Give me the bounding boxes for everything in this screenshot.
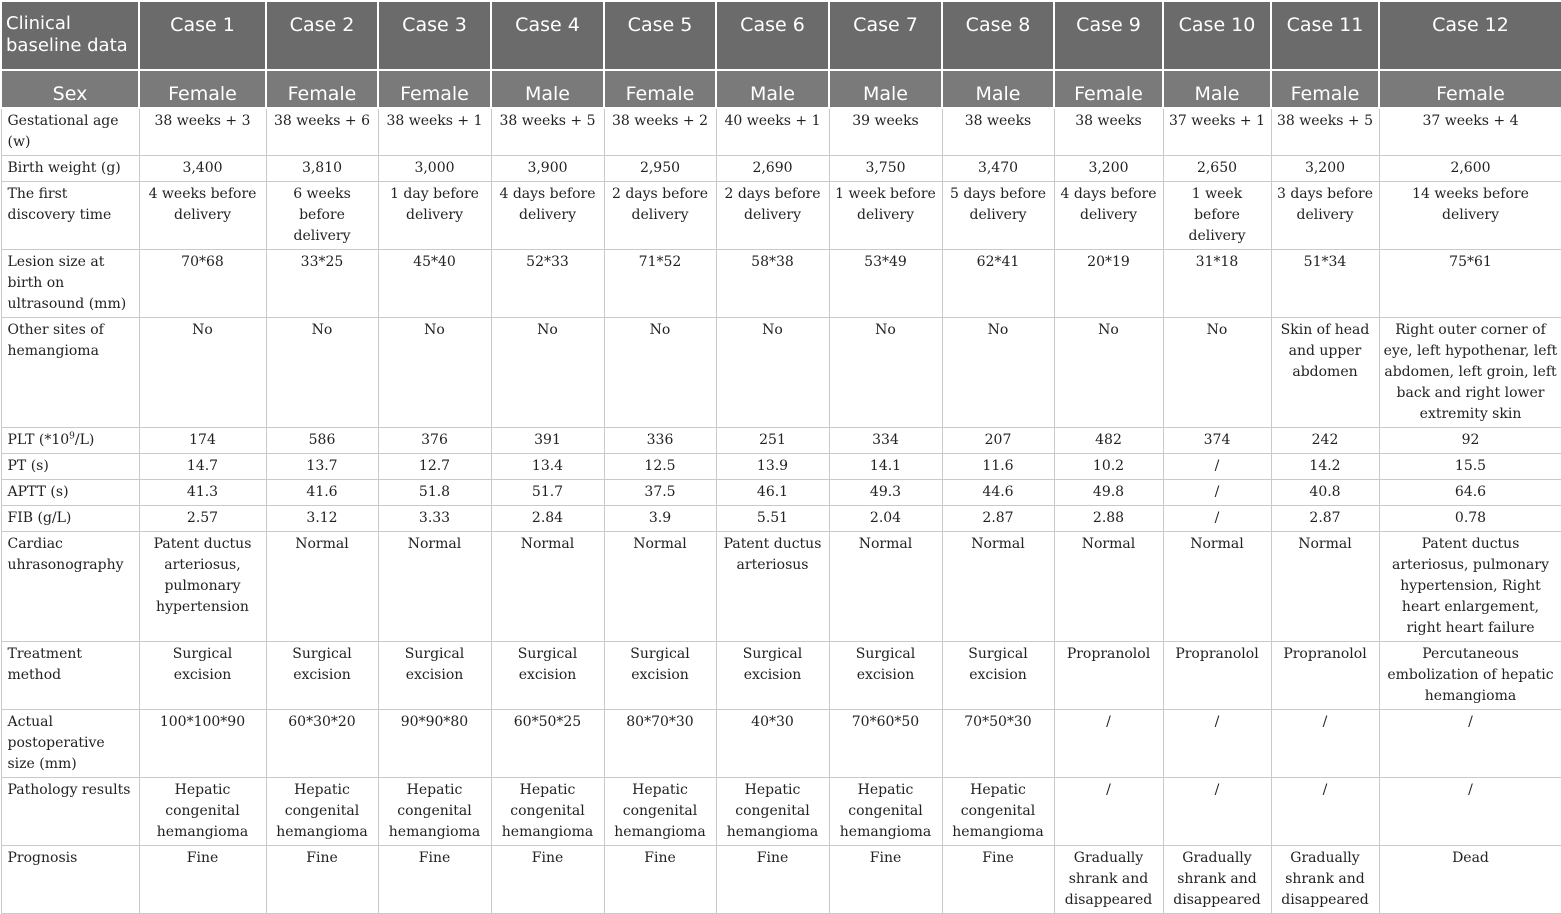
table-cell: No	[716, 318, 829, 428]
table-cell: 60*30*20	[266, 710, 378, 778]
table-cell: 38 weeks + 2	[604, 108, 716, 156]
table-cell: Surgical excision	[378, 642, 491, 710]
table-row	[1, 778, 1561, 846]
table-cell: Fine	[139, 846, 266, 914]
table-cell: 207	[942, 428, 1054, 454]
table-cell: Gradually shrank and disappeared	[1163, 846, 1271, 914]
table-cell: 3,750	[829, 156, 942, 182]
sex-row	[1, 70, 1561, 108]
table-row	[1, 846, 1561, 914]
table-cell: 3,200	[1271, 156, 1379, 182]
row-label: Other sites of hemangioma	[1, 318, 139, 428]
table-cell: 70*60*50	[829, 710, 942, 778]
table-cell: 90*90*80	[378, 710, 491, 778]
table-cell: 2,950	[604, 156, 716, 182]
table-cell: 92	[1379, 428, 1561, 454]
sex-cell: Male	[1163, 70, 1271, 108]
row-label: Treatment method	[1, 642, 139, 710]
table-row	[1, 182, 1561, 250]
table-cell: /	[1163, 480, 1271, 506]
table-cell: 14.1	[829, 454, 942, 480]
table-cell: 374	[1163, 428, 1271, 454]
table-cell: 53*49	[829, 250, 942, 318]
sex-cell: Female	[1271, 70, 1379, 108]
row-label: Gestational age (w)	[1, 108, 139, 156]
row-label-suffix: /L)	[74, 432, 95, 448]
table-cell: Percutaneous embolization of hepatic hemangioma	[1379, 642, 1561, 710]
table-cell: Patent ductus arteriosus, pulmonary hypertension, Right heart enlargement, right heart failure	[1379, 532, 1561, 642]
table-cell: Hepatic congenital hemangioma	[139, 778, 266, 846]
row-label: Cardiac uhrasonography	[1, 532, 139, 642]
table-cell: Surgical excision	[829, 642, 942, 710]
header-case: Case 10	[1163, 1, 1271, 70]
header-case: Case 4	[491, 1, 604, 70]
table-cell: No	[942, 318, 1054, 428]
table-cell: 41.6	[266, 480, 378, 506]
table-cell: 37 weeks + 1	[1163, 108, 1271, 156]
table-cell: 2 days before delivery	[716, 182, 829, 250]
table-row	[1, 454, 1561, 480]
table-cell: 11.6	[942, 454, 1054, 480]
table-cell: 75*61	[1379, 250, 1561, 318]
table-cell: Hepatic congenital hemangioma	[716, 778, 829, 846]
table-cell: 5.51	[716, 506, 829, 532]
table-cell: 3,470	[942, 156, 1054, 182]
header-case: Case 12	[1379, 1, 1561, 70]
table-cell: No	[139, 318, 266, 428]
table-row	[1, 480, 1561, 506]
table-row	[1, 250, 1561, 318]
table-cell: Hepatic congenital hemangioma	[942, 778, 1054, 846]
table-cell: 45*40	[378, 250, 491, 318]
table-cell: 3 days before delivery	[1271, 182, 1379, 250]
table-cell: Normal	[604, 532, 716, 642]
table-cell: Skin of head and upper abdomen	[1271, 318, 1379, 428]
row-label: Pathology results	[1, 778, 139, 846]
table-cell: Right outer corner of eye, left hypothenar, left abdomen, left groin, left back and right lower extremity skin	[1379, 318, 1561, 428]
table-cell: 12.5	[604, 454, 716, 480]
table-cell: 1 week before delivery	[1163, 182, 1271, 250]
table-cell: 60*50*25	[491, 710, 604, 778]
table-cell: Normal	[942, 532, 1054, 642]
sex-row-label: Sex	[1, 70, 139, 108]
table-cell: 5 days before delivery	[942, 182, 1054, 250]
table-cell: 100*100*90	[139, 710, 266, 778]
table-cell: No	[604, 318, 716, 428]
table-cell: 2,600	[1379, 156, 1561, 182]
table-cell: Gradually shrank and disappeared	[1271, 846, 1379, 914]
table-cell: 1 day before delivery	[378, 182, 491, 250]
table-cell: 3,000	[378, 156, 491, 182]
table-cell: No	[1054, 318, 1163, 428]
table-cell: 38 weeks + 5	[1271, 108, 1379, 156]
table-cell: 38 weeks + 1	[378, 108, 491, 156]
table-row	[1, 108, 1561, 156]
sex-cell: Female	[1379, 70, 1561, 108]
table-cell: Surgical excision	[716, 642, 829, 710]
row-label: Lesion size at birth on ultrasound (mm)	[1, 250, 139, 318]
table-cell: 586	[266, 428, 378, 454]
table-cell: 2 days before delivery	[604, 182, 716, 250]
table-cell: 174	[139, 428, 266, 454]
table-cell: 38 weeks + 6	[266, 108, 378, 156]
table-cell: Dead	[1379, 846, 1561, 914]
table-cell: 13.4	[491, 454, 604, 480]
sex-cell: Female	[1054, 70, 1163, 108]
table-cell: 14.2	[1271, 454, 1379, 480]
header-case: Case 1	[139, 1, 266, 70]
header-case: Case 11	[1271, 1, 1379, 70]
sex-cell: Female	[604, 70, 716, 108]
table-cell: /	[1163, 778, 1271, 846]
table-cell: 70*50*30	[942, 710, 1054, 778]
table-cell: Normal	[266, 532, 378, 642]
table-cell: Normal	[1271, 532, 1379, 642]
table-cell: 40 weeks + 1	[716, 108, 829, 156]
header-case: Case 7	[829, 1, 942, 70]
table-cell: /	[1163, 710, 1271, 778]
table-cell: Surgical excision	[604, 642, 716, 710]
row-label: Prognosis	[1, 846, 139, 914]
table-cell: Normal	[378, 532, 491, 642]
table-cell: 482	[1054, 428, 1163, 454]
header-case: Case 2	[266, 1, 378, 70]
table-row	[1, 506, 1561, 532]
table-cell: Gradually shrank and disappeared	[1054, 846, 1163, 914]
table-cell: 4 days before delivery	[1054, 182, 1163, 250]
table-cell: 0.78	[1379, 506, 1561, 532]
table-cell: /	[1379, 710, 1561, 778]
table-row	[1, 428, 1561, 454]
table-cell: 2.87	[942, 506, 1054, 532]
sex-cell: Female	[139, 70, 266, 108]
table-cell: No	[491, 318, 604, 428]
table-cell: 14 weeks before delivery	[1379, 182, 1561, 250]
table-cell: /	[1054, 710, 1163, 778]
table-header-row	[1, 1, 1561, 70]
table-cell: 40.8	[1271, 480, 1379, 506]
table-cell: Propranolol	[1054, 642, 1163, 710]
table-cell: 4 days before delivery	[491, 182, 604, 250]
table-cell: 2.84	[491, 506, 604, 532]
table-cell: 334	[829, 428, 942, 454]
table-cell: Surgical excision	[139, 642, 266, 710]
table-row	[1, 532, 1561, 642]
table-cell: 51.7	[491, 480, 604, 506]
table-cell: 38 weeks	[1054, 108, 1163, 156]
table-cell: Propranolol	[1163, 642, 1271, 710]
table-cell: 3.33	[378, 506, 491, 532]
table-cell: 51*34	[1271, 250, 1379, 318]
table-cell: 2,650	[1163, 156, 1271, 182]
sex-cell: Female	[378, 70, 491, 108]
table-cell: 3,200	[1054, 156, 1163, 182]
table-cell: Normal	[1163, 532, 1271, 642]
table-cell: 37.5	[604, 480, 716, 506]
table-cell: No	[266, 318, 378, 428]
table-cell: Propranolol	[1271, 642, 1379, 710]
table-cell: Hepatic congenital hemangioma	[829, 778, 942, 846]
table-cell: 38 weeks + 5	[491, 108, 604, 156]
table-cell: 14.7	[139, 454, 266, 480]
table-cell: 2,690	[716, 156, 829, 182]
table-cell: No	[1163, 318, 1271, 428]
table-cell: 62*41	[942, 250, 1054, 318]
table-cell: 2.04	[829, 506, 942, 532]
table-cell: Normal	[1054, 532, 1163, 642]
table-cell: Fine	[829, 846, 942, 914]
table-cell: /	[1271, 710, 1379, 778]
table-cell: /	[1379, 778, 1561, 846]
table-cell: 70*68	[139, 250, 266, 318]
table-cell: 3.9	[604, 506, 716, 532]
table-cell: 38 weeks + 3	[139, 108, 266, 156]
table-cell: 376	[378, 428, 491, 454]
table-cell: Hepatic congenital hemangioma	[491, 778, 604, 846]
table-cell: 3,900	[491, 156, 604, 182]
table-cell: 20*19	[1054, 250, 1163, 318]
table-cell: 39 weeks	[829, 108, 942, 156]
table-cell: 38 weeks	[942, 108, 1054, 156]
table-row	[1, 318, 1561, 428]
table-cell: No	[829, 318, 942, 428]
table-cell: Surgical excision	[491, 642, 604, 710]
table-cell: Surgical excision	[266, 642, 378, 710]
table-cell: 2.57	[139, 506, 266, 532]
table-cell: Patent ductus arteriosus, pulmonary hypertension	[139, 532, 266, 642]
table-cell: 2.88	[1054, 506, 1163, 532]
table-cell: /	[1163, 454, 1271, 480]
table-row	[1, 710, 1561, 778]
table-cell: /	[1054, 778, 1163, 846]
table-cell: 12.7	[378, 454, 491, 480]
table-cell: 242	[1271, 428, 1379, 454]
table-cell: 6 weeks before delivery	[266, 182, 378, 250]
table-cell: 3,810	[266, 156, 378, 182]
table-cell: 15.5	[1379, 454, 1561, 480]
sex-cell: Male	[942, 70, 1054, 108]
header-case: Case 6	[716, 1, 829, 70]
sex-cell: Male	[491, 70, 604, 108]
header-case: Case 3	[378, 1, 491, 70]
table-cell: 44.6	[942, 480, 1054, 506]
row-label-superscript: 9	[69, 431, 75, 442]
row-label: Actual postoperative size (mm)	[1, 710, 139, 778]
table-cell: 13.7	[266, 454, 378, 480]
table-cell: Hepatic congenital hemangioma	[604, 778, 716, 846]
table-cell: Hepatic congenital hemangioma	[266, 778, 378, 846]
table-cell: 33*25	[266, 250, 378, 318]
table-row	[1, 642, 1561, 710]
table-cell: 37 weeks + 4	[1379, 108, 1561, 156]
table-cell: /	[1271, 778, 1379, 846]
table-cell: Fine	[942, 846, 1054, 914]
table-cell: 64.6	[1379, 480, 1561, 506]
row-label: FIB (g/L)	[1, 506, 139, 532]
table-cell: Fine	[491, 846, 604, 914]
row-label: PT (s)	[1, 454, 139, 480]
header-corner-label: Clinical baseline data	[1, 1, 139, 70]
table-cell: 58*38	[716, 250, 829, 318]
sex-cell: Female	[266, 70, 378, 108]
table-cell: 251	[716, 428, 829, 454]
table-cell: 336	[604, 428, 716, 454]
table-cell: 13.9	[716, 454, 829, 480]
table-cell: 52*33	[491, 250, 604, 318]
table-cell: 3,400	[139, 156, 266, 182]
table-cell: 49.8	[1054, 480, 1163, 506]
header-case: Case 9	[1054, 1, 1163, 70]
table-cell: Fine	[604, 846, 716, 914]
table-cell: Fine	[266, 846, 378, 914]
table-cell: 391	[491, 428, 604, 454]
table-cell: 41.3	[139, 480, 266, 506]
sex-cell: Male	[716, 70, 829, 108]
row-label-prefix: PLT (*10	[7, 432, 70, 448]
table-row	[1, 156, 1561, 182]
table-cell: 4 weeks before delivery	[139, 182, 266, 250]
table-cell: 49.3	[829, 480, 942, 506]
table-cell: 80*70*30	[604, 710, 716, 778]
table-cell: 31*18	[1163, 250, 1271, 318]
row-label: Birth weight (g)	[1, 156, 139, 182]
sex-cell: Male	[829, 70, 942, 108]
table-cell: Normal	[491, 532, 604, 642]
table-cell: No	[378, 318, 491, 428]
table-cell: Surgical excision	[942, 642, 1054, 710]
row-label	[1, 428, 139, 454]
table-cell: Fine	[716, 846, 829, 914]
table-cell: Fine	[378, 846, 491, 914]
table-cell: Patent ductus arteriosus	[716, 532, 829, 642]
table-cell: /	[1163, 506, 1271, 532]
table-cell: 40*30	[716, 710, 829, 778]
table-cell: 2.87	[1271, 506, 1379, 532]
row-label: The first discovery time	[1, 182, 139, 250]
table-cell: 71*52	[604, 250, 716, 318]
table-cell: 51.8	[378, 480, 491, 506]
header-case: Case 5	[604, 1, 716, 70]
table-cell: 46.1	[716, 480, 829, 506]
table-cell: 10.2	[1054, 454, 1163, 480]
row-label: APTT (s)	[1, 480, 139, 506]
table-cell: Hepatic congenital hemangioma	[378, 778, 491, 846]
table-cell: Normal	[829, 532, 942, 642]
header-case: Case 8	[942, 1, 1054, 70]
table-cell: 3.12	[266, 506, 378, 532]
table-cell: 1 week before delivery	[829, 182, 942, 250]
